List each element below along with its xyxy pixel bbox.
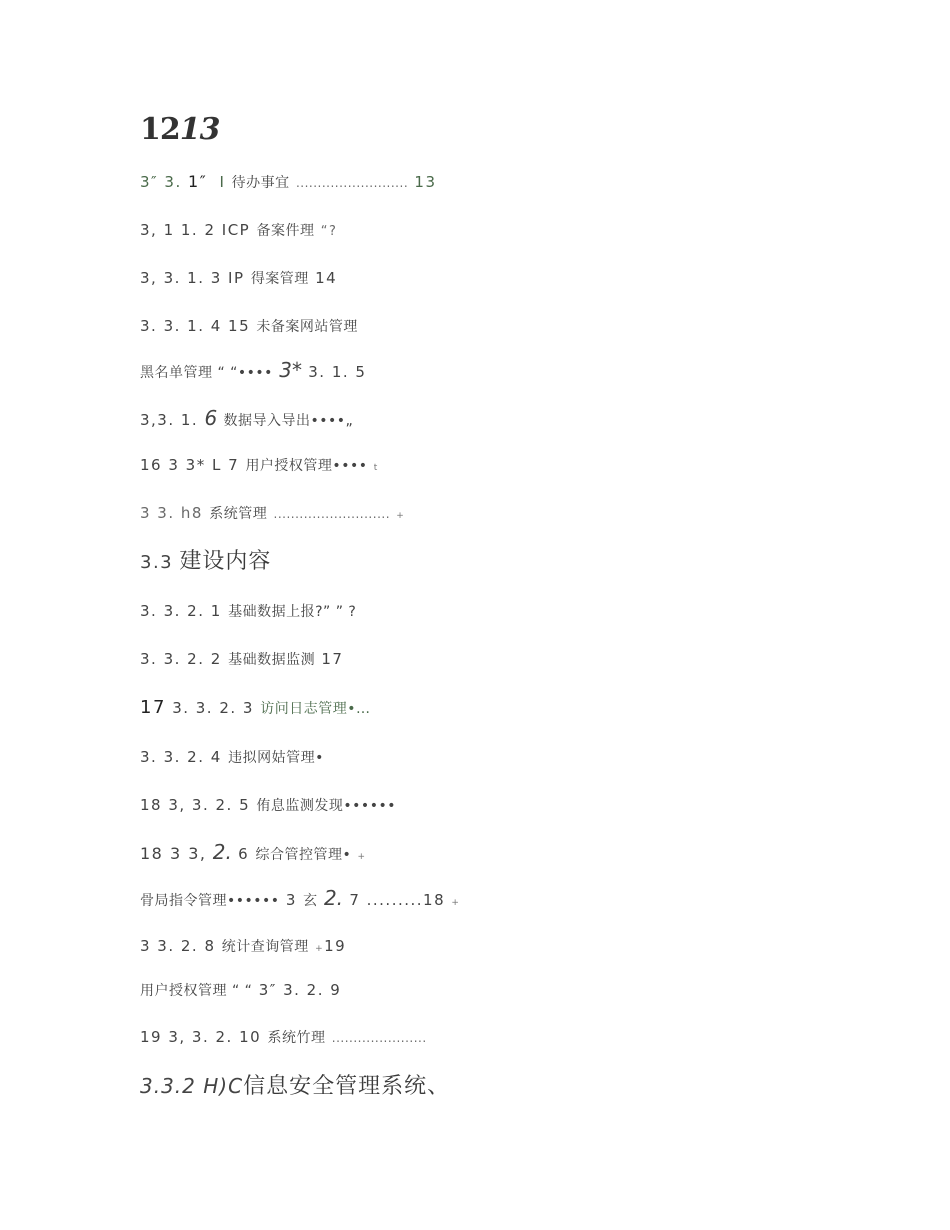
toc-title: 基础数据上报?” ” ? [228, 604, 357, 620]
toc-entry-13 [140, 795, 396, 815]
toc-title: 侑息监测发现•••••• [256, 798, 396, 814]
toc-char: 玄 [303, 893, 318, 909]
toc-title: 违拟网姑管理• [228, 750, 324, 766]
toc-marker: 3* [279, 358, 302, 382]
toc-number: 3 3. 2. 8 [140, 937, 216, 955]
toc-number: 3″ 3. 2. 9 [258, 981, 342, 999]
section-number: 3.3 [140, 552, 174, 573]
page-number-header [140, 112, 220, 147]
toc-entry-14 [140, 840, 367, 864]
toc-number: 3. 1. 5 [308, 363, 367, 381]
toc-title: 访问日志管理•… [260, 701, 371, 717]
toc-entry-9 [140, 601, 356, 621]
toc-number-part: 6 [204, 406, 218, 430]
toc-entry-5 [140, 358, 366, 382]
toc-title: 待办事宜 [231, 175, 290, 191]
toc-title: 用户授权管理•••• [245, 458, 368, 474]
toc-entry-11 [140, 697, 371, 718]
toc-title: 统计查询管理 [221, 939, 309, 955]
toc-title: 未备案网站管理 [256, 319, 358, 335]
toc-mark: + [315, 944, 325, 954]
toc-marker: I [219, 173, 226, 191]
toc-leader: ...................... [331, 1031, 427, 1045]
toc-title: 骨局指令管理•••••• [140, 893, 280, 909]
toc-title: 系统管理 [209, 506, 268, 522]
toc-number: 19 3, 3. 2. 10 [140, 1028, 262, 1046]
toc-title: 数据导入导出••••„ [223, 413, 354, 429]
toc-number: 18 3, 3. 2. 5 [140, 796, 251, 814]
toc-leader: .......................... [295, 176, 409, 190]
page-number-a: 12 [140, 112, 180, 147]
toc-title: 黑名单管理 “ “•••• [140, 365, 273, 381]
toc-number: 18 3 3, [140, 844, 207, 863]
toc-mark: + [357, 852, 367, 862]
page-number-b: 13 [179, 112, 220, 147]
toc-entry-6 [140, 406, 353, 430]
toc-number: 3, 3. 1. 3 IP [140, 269, 245, 287]
toc-number: 3 3. h8 [140, 504, 203, 522]
toc-page: 14 [315, 269, 338, 287]
toc-entry-3 [140, 268, 337, 288]
toc-title: 基础数据监测 [228, 652, 316, 668]
toc-entry-1 [140, 172, 437, 192]
toc-number: 3. 3. 2. 2 [140, 650, 222, 668]
toc-entry-8 [140, 503, 405, 523]
toc-entry-2 [140, 220, 337, 240]
toc-entry-12 [140, 747, 324, 767]
toc-entry-4 [140, 316, 358, 336]
toc-number: 16 3 3* L 7 [140, 456, 240, 474]
toc-entry-15 [140, 886, 460, 910]
toc-page: 17 [140, 697, 166, 718]
toc-number: 3,3. 1. [140, 411, 199, 429]
toc-number-part-2: 6 [238, 845, 250, 863]
toc-number-part: 2. [212, 840, 232, 864]
toc-entry-17 [140, 980, 341, 1000]
toc-number-part: 2. [323, 886, 344, 910]
toc-page: 13 [414, 173, 437, 191]
toc-title: 备案件理 [256, 223, 315, 239]
toc-number: 3″ 3. [140, 173, 182, 191]
toc-entry-10 [140, 649, 343, 669]
toc-mark: + [451, 898, 461, 908]
toc-page: 19 [324, 937, 347, 955]
section-heading [140, 544, 271, 575]
toc-entry-18 [140, 1027, 427, 1047]
toc-mark: + [396, 511, 406, 521]
section-title: 建设内容 [179, 549, 272, 574]
toc-number: 3. 3. 2. 1 [140, 602, 222, 620]
toc-number-part: 1″ [188, 172, 208, 191]
toc-marks: “? [320, 224, 338, 239]
toc-page: 17 [321, 650, 344, 668]
toc-mark: t [373, 463, 379, 473]
toc-number: 3. 3. 1. 4 15 [140, 317, 251, 335]
toc-entry-16 [140, 936, 346, 956]
toc-leader: 7 .........18 [349, 891, 446, 909]
toc-entry-7 [140, 455, 379, 475]
toc-number: 3 [285, 891, 297, 909]
toc-leader: ........................... [273, 507, 391, 521]
toc-number: 3, 1 1. 2 ICP [140, 221, 251, 239]
toc-number: 3. 3. 2. 4 [140, 748, 222, 766]
section-heading-2 [140, 1069, 450, 1100]
section-number: 3.3.2 H)C [140, 1074, 244, 1098]
section-title: 信息安全管理系统、 [243, 1074, 451, 1099]
toc-title: 得案管理 [250, 271, 309, 287]
toc-title: 用户授权管理 “ “ [140, 983, 253, 999]
toc-title: 综合管控管理• [255, 847, 352, 863]
toc-title: 系统竹理 [267, 1030, 326, 1046]
toc-number: 3. 3. 2. 3 [172, 699, 254, 717]
